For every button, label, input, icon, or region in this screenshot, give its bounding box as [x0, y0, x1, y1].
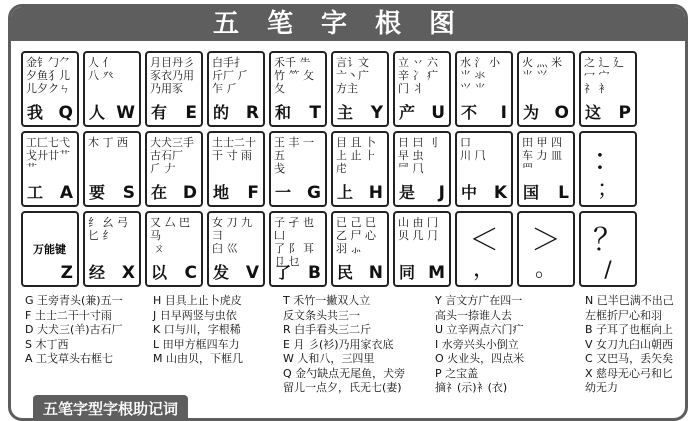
legend-line: 幼无力	[585, 381, 618, 394]
key-common-char: 了	[275, 263, 292, 282]
key-roots: 人 亻 八 癶	[88, 56, 114, 82]
key-d[interactable]	[145, 131, 203, 207]
legend-line: C 又巴马，丢矢矣	[585, 352, 674, 365]
key-h[interactable]	[331, 131, 389, 207]
keyboard-chart	[8, 4, 688, 421]
key-roots: 子 孑 也 凵 了 阝 耳 卩 乜	[274, 216, 314, 268]
key-x[interactable]	[83, 211, 141, 287]
legend-line: Q 金勺缺点无尾鱼，犬旁	[283, 366, 406, 380]
legend-line: 反文条头共三一	[283, 308, 360, 322]
key-common-char: 同	[399, 263, 416, 282]
key-c[interactable]	[145, 211, 203, 287]
key-roots: 女 刀 九 彐 臼 巛	[212, 216, 252, 255]
legend-line: 留儿一点夕，氏无七(妻)	[283, 381, 402, 394]
key-roots: 白手扌 斤厂 ⺁ 乍 ⺁	[212, 56, 249, 95]
key-letter: W	[116, 103, 135, 123]
key-roots: 工匚七弋 戈廾廿艹 ⺾	[26, 136, 70, 175]
key-roots: 田 甲 四 车 力 皿 罒	[522, 136, 562, 175]
key-w[interactable]	[83, 51, 141, 127]
key-letter: I	[500, 103, 507, 123]
key-letter: P	[618, 103, 631, 123]
key-letter: G	[307, 183, 321, 203]
key-common-char: 这	[585, 103, 602, 122]
key-common-char: 人	[89, 103, 106, 122]
key-roots: 月目丹彡 豕衣乃用 乃用豕	[150, 56, 194, 95]
key-letter: X	[121, 263, 135, 283]
key-roots: 大犬三手 古石厂 ⺁ 𠂇	[150, 136, 194, 175]
key-symbol-top: ？	[593, 223, 623, 258]
key-roots: 之 辶 廴 冖 宀 礻 衤	[584, 56, 624, 95]
key-k[interactable]	[455, 131, 513, 207]
key-letter: Y	[370, 103, 383, 123]
key-common-char: 主	[337, 103, 354, 122]
key-letter: A	[59, 183, 73, 203]
key-u[interactable]	[393, 51, 451, 127]
key-symbol-2-8[interactable]	[517, 211, 575, 287]
key-r[interactable]	[207, 51, 265, 127]
key-letter: R	[245, 103, 259, 123]
key-roots: 木 丁 西	[88, 136, 128, 149]
legend-column	[435, 294, 524, 396]
legend-line: L 田甲方框四车力	[153, 337, 240, 351]
key-o[interactable]	[517, 51, 575, 127]
legend-line: A 工戈草头右框七	[25, 352, 114, 365]
key-roots: 金钅勹⺈ 夕鱼犭儿 儿夕クㄣ	[26, 56, 70, 95]
key-roots: 山 由 冂 贝 几 ⺆	[398, 216, 438, 242]
key-a[interactable]	[21, 131, 79, 207]
key-symbol-top: ＞	[531, 223, 561, 258]
legend-line: H 目具上止卜虎皮	[153, 294, 242, 307]
legend-line: V 女刀九臼山朝西	[585, 337, 674, 351]
key-roots: 言讠文 亠丶广 方主	[336, 56, 369, 95]
key-roots: 日 曰 刂 早 虫 ⺜ ⺇	[398, 136, 438, 175]
key-common-char: 经	[89, 263, 106, 282]
legend-line: E 月 彡(衫)乃用家衣底	[283, 337, 394, 351]
legend-column	[25, 294, 123, 367]
key-p[interactable]	[579, 51, 637, 127]
legend-line: Y 言文方广在四一	[435, 294, 523, 307]
key-letter: M	[428, 263, 445, 283]
key-roots: 土士二十 干 寸 雨	[212, 136, 256, 162]
key-common-char: 的	[213, 103, 230, 122]
key-roots: 已 己 巳 乙 尸 心 羽 ⺗	[336, 216, 376, 255]
row-z	[21, 211, 637, 287]
key-letter: U	[431, 103, 445, 123]
mnemonic-legend	[25, 294, 675, 409]
key-common-char: 为	[523, 103, 540, 122]
legend-line: N 已半巳满不出己	[585, 294, 674, 307]
key-common-char: 产	[399, 103, 416, 122]
key-z[interactable]	[21, 211, 79, 287]
key-letter: Q	[58, 103, 73, 123]
key-symbol-1-9[interactable]	[579, 131, 637, 207]
key-common-char: 在	[151, 183, 168, 202]
mnemonic-footer-title: 五笔字型字根助记词	[33, 395, 188, 421]
key-common-char: 民	[337, 263, 354, 282]
legend-line: X 慈母无心弓和匕	[585, 366, 674, 380]
key-s[interactable]	[83, 131, 141, 207]
key-symbol-bottom: ，	[472, 257, 495, 282]
key-n[interactable]	[331, 211, 389, 287]
key-g[interactable]	[269, 131, 327, 207]
key-symbol-2-9[interactable]	[579, 211, 637, 287]
legend-line: B 子耳了也框向上	[585, 323, 674, 336]
legend-line: J 日早两竖与虫依	[153, 308, 237, 322]
legend-line: D 大犬三(羊)古石厂	[25, 323, 123, 336]
key-common-char: 以	[151, 263, 168, 282]
key-l[interactable]	[517, 131, 575, 207]
key-roots: 王 丰 一 五 戋	[274, 136, 314, 175]
legend-line: T 禾竹一撇双人立	[283, 294, 371, 307]
wildcard-label: 万能键	[33, 243, 66, 256]
key-symbol-bottom: 。	[534, 257, 557, 282]
key-roots: 水 氵 小 ⺌ 氺 ⺍ ⺌	[460, 56, 500, 95]
key-common-char: 不	[461, 103, 478, 122]
legend-line: R 白手看头三二斤	[283, 323, 372, 336]
key-f[interactable]	[207, 131, 265, 207]
legend-line: G 王旁青头(兼)五一	[25, 294, 123, 307]
key-roots: 口 川 ⺇	[460, 136, 486, 162]
key-common-char: 中	[461, 183, 478, 202]
legend-line: 摘礻(示)衤(衣)	[435, 381, 508, 394]
key-roots: 目 且 卜 上 止 ⺊ 虍	[336, 136, 376, 175]
key-common-char: 国	[523, 183, 540, 202]
key-common-char: 和	[275, 103, 292, 122]
legend-line: U 立辛两点六门疒	[435, 323, 524, 336]
legend-line: 左框折尸心和羽	[585, 308, 662, 322]
key-roots: 纟 幺 弓 匕 纟	[88, 216, 128, 242]
key-roots: 禾千 ⺧ 竹 ⺮ 攵 夂	[274, 56, 314, 95]
legend-column	[585, 294, 674, 396]
key-symbol-top: ＜	[469, 223, 499, 258]
key-letter: H	[368, 183, 383, 203]
key-i[interactable]	[455, 51, 513, 127]
key-letter: B	[308, 263, 321, 283]
key-letter: E	[185, 103, 197, 123]
key-letter: D	[182, 183, 197, 203]
key-common-char: 地	[213, 183, 230, 202]
key-common-char: 一	[275, 183, 292, 202]
legend-line: W 人和八，三四里	[283, 352, 375, 365]
row-a	[21, 131, 637, 207]
key-common-char: 发	[213, 263, 230, 282]
key-letter: L	[558, 183, 569, 203]
key-letter: J	[438, 183, 445, 203]
key-letter: C	[184, 263, 197, 283]
legend-line: O 火业头，四点米	[435, 352, 525, 365]
key-common-char: 是	[399, 183, 416, 202]
legend-line: K 口与川，字根稀	[153, 323, 241, 336]
key-q[interactable]	[21, 51, 79, 127]
key-letter: T	[309, 103, 321, 123]
key-common-char: 要	[89, 183, 106, 202]
key-roots: 立 丷 六 辛 冫 疒 门 丬	[398, 56, 438, 95]
legend-line: M 山由贝，下框几	[153, 352, 243, 365]
key-common-char: 有	[151, 103, 168, 122]
row-q	[21, 51, 637, 127]
key-symbol-top: ：	[593, 143, 623, 178]
key-symbol-2-7[interactable]	[455, 211, 513, 287]
key-letter: S	[122, 183, 135, 203]
key-common-char: 工	[27, 183, 44, 202]
key-common-char: 我	[27, 103, 44, 122]
chart-title: 五笔字根图	[11, 7, 685, 41]
key-letter: V	[245, 263, 259, 283]
key-j[interactable]	[393, 131, 451, 207]
key-y[interactable]	[331, 51, 389, 127]
key-letter: Z	[60, 263, 73, 283]
key-roots: 又 厶 巴 马 ㄡ	[150, 216, 190, 255]
legend-line: 高头一捺谁人去	[435, 308, 512, 322]
legend-line: F 土士二干十寸雨	[25, 308, 112, 322]
key-common-char: 上	[337, 183, 354, 202]
key-letter: F	[247, 183, 259, 203]
legend-column	[283, 294, 405, 396]
key-letter: O	[554, 103, 569, 123]
key-symbol-bottom: /	[604, 258, 612, 283]
key-e[interactable]	[145, 51, 203, 127]
key-b[interactable]	[269, 211, 327, 287]
legend-line: P 之宝盖	[435, 366, 479, 380]
key-t[interactable]	[269, 51, 327, 127]
key-roots: 火 灬 米 ⺌ ⺍	[522, 56, 562, 82]
key-m[interactable]	[393, 211, 451, 287]
key-v[interactable]	[207, 211, 265, 287]
legend-line: S 木丁西	[25, 337, 69, 351]
key-letter: K	[493, 183, 507, 203]
key-symbol-bottom: ；	[596, 177, 619, 202]
legend-line: I 水旁兴头小倒立	[435, 337, 519, 351]
key-letter: N	[368, 263, 383, 283]
legend-column	[153, 294, 243, 367]
